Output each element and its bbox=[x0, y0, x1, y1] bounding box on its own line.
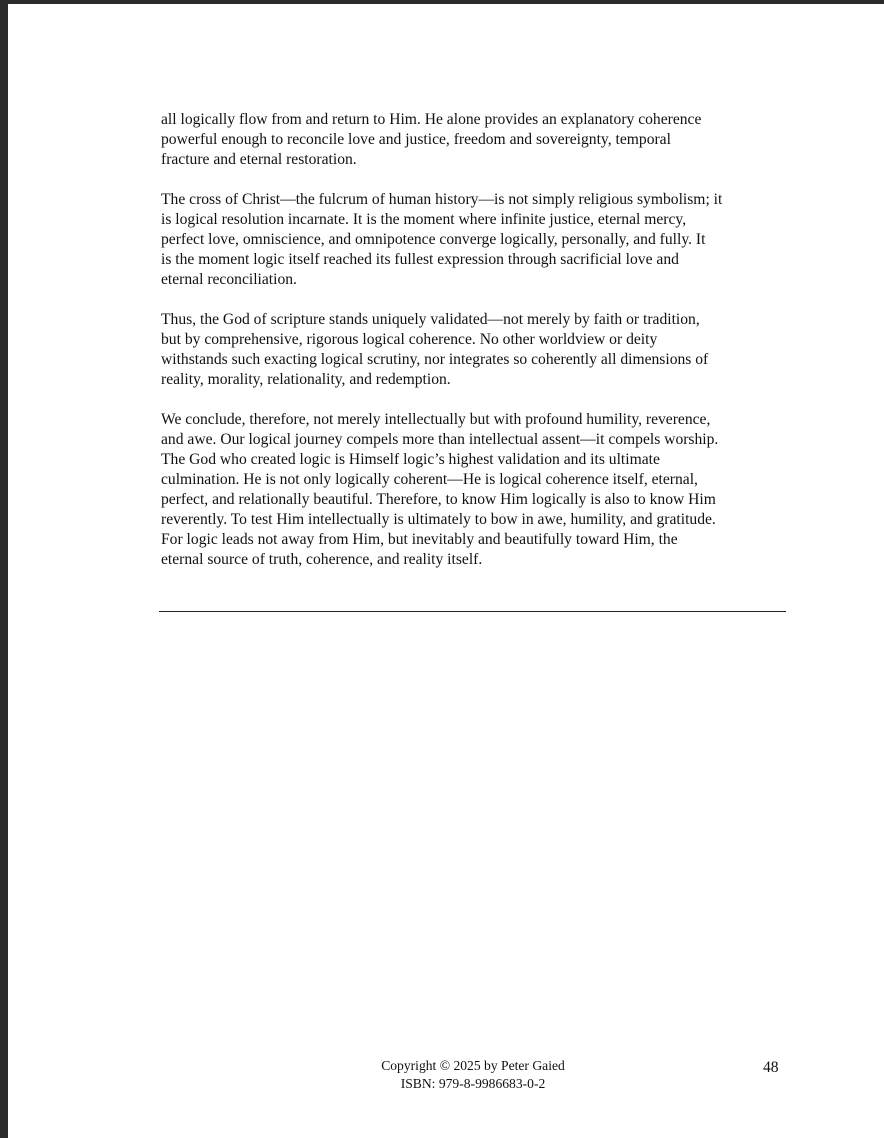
page-number: 48 bbox=[763, 1059, 779, 1076]
paragraph-4: We conclude, therefore, not merely intellectually but with profound humility, reverence, and awe. Our logical journey compels more than intellectual assent—it compels worship. The God who created logic is Himself logic’s highest validation and its ultimate culmination. He is not only logically coherent—He is logical coherence itself, eternal, perfect, and relationally beautiful. Therefore, to know Him logically is also to know Him reverently. To test Him intellectually is ultimately to bow in awe, humility, and gratitude. For logic leads not away from Him, but inevitably and beautifully toward Him, the eternal source of truth, coherence, and reality itself. bbox=[161, 411, 719, 568]
document-page bbox=[8, 4, 884, 1138]
page-body bbox=[161, 110, 801, 590]
paragraph-1: all logically flow from and return to Him. He alone provides an explanatory coherence powerful enough to reconcile love and justice, freedom and sovereignty, temporal fracture and eternal restoration. bbox=[161, 111, 702, 168]
paragraph-3: Thus, the God of scripture stands uniquely validated—not merely by faith or tradition, but by comprehensive, rigorous logical coherence. No other worldview or deity withstands such exacting logical scrutiny, nor integrates so coherently all dimensions of reality, morality, relationality, and redemption. bbox=[161, 311, 709, 388]
paragraph-2: The cross of Christ—the fulcrum of human history—is not simply religious symbolism; it is logical resolution incarnate. It is the moment where infinite justice, eternal mercy, perfect love, omniscience, and omnipotence converge logically, personally, and fully. It is the moment logic itself reached its fullest expression through sacrificial love and eternal reconciliation. bbox=[161, 191, 723, 288]
page-footer bbox=[308, 1057, 638, 1093]
isbn-line: ISBN: 979-8-9986683-0-2 bbox=[400, 1076, 546, 1091]
copyright-line: Copyright © 2025 by Peter Gaied bbox=[381, 1058, 565, 1073]
section-divider bbox=[159, 611, 786, 612]
